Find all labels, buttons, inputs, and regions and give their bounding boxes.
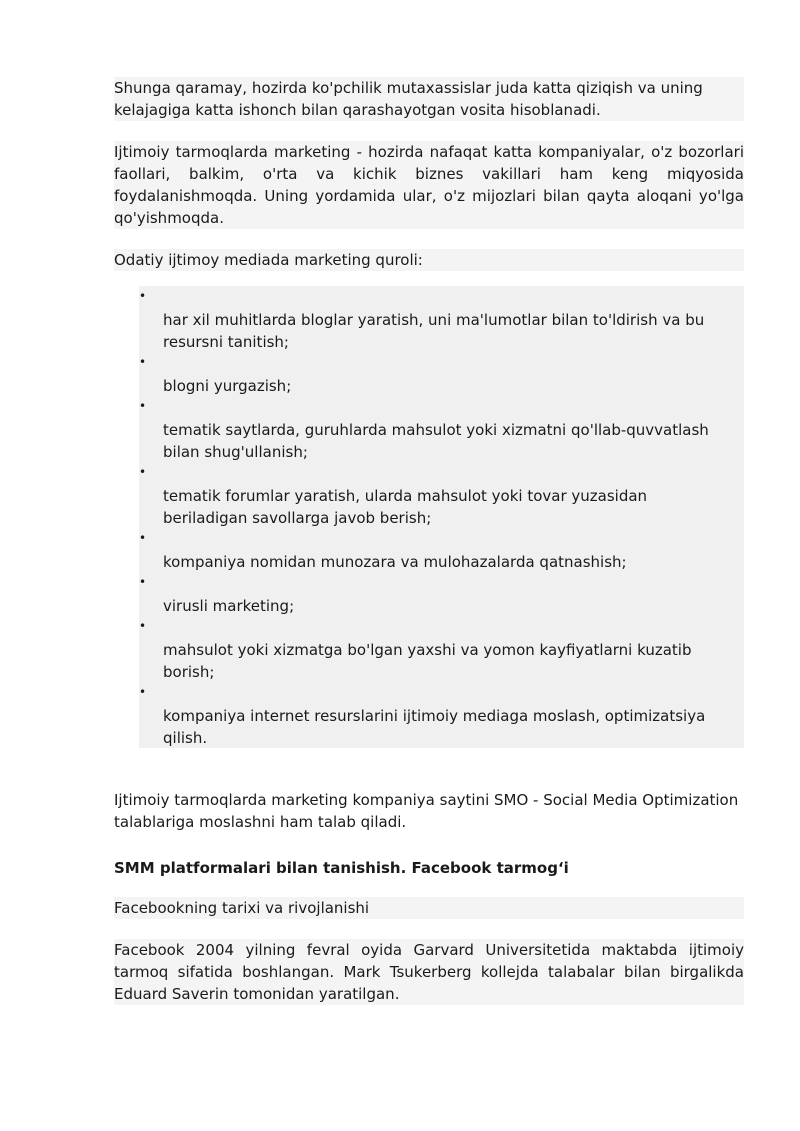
paragraph-facebook-history-title: Facebookning tarixi va rivojlanishi (114, 897, 744, 919)
bullet-icon: • (139, 575, 147, 589)
list-item-text: tematik forumlar yaratish, ularda mahsulot yoki tovar yuzasidan beriladigan savollarga javob berish; (163, 487, 648, 527)
bullet-icon: • (139, 399, 147, 413)
list-item-text: har xil muhitlarda bloglar yaratish, uni ma'lumotlar bilan to'ldirish va bu resursni tanitish; (163, 311, 705, 351)
bullet-icon: • (139, 289, 147, 303)
bullet-icon: • (139, 465, 147, 479)
paragraph-smo: Ijtimoiy tarmoqlarda marketing kompaniya saytini SMO - Social Media Optimization talablariga moslashni ham talab qiladi. (114, 791, 739, 831)
list-item-text: blogni yurgazish; (163, 377, 292, 395)
paragraph-tools-intro: Odatiy ijtimoy mediada marketing quroli: (114, 249, 744, 271)
list-item-text: kompaniya internet resurslarini ijtimoiy mediaga moslash, optimizatsiya qilish. (163, 707, 706, 747)
bullet-icon: • (139, 531, 147, 545)
bullet-icon: • (139, 685, 147, 699)
paragraph-smm-usage: Ijtimoiy tarmoqlarda marketing - hozirda nafaqat katta kompaniyalar, o'z bozorlari faollari, balkim, o'rta va kichik biznes vakillari ham keng miqyosida foydalanishmoqda. Uning yordamida ular, o'z mijozlari bilan qayta aloqani yo'lga qo'yishmoqda. (114, 143, 744, 227)
bullet-icon: • (139, 619, 147, 633)
paragraph-intro: Shunga qaramay, hozirda ko'pchilik mutaxassislar juda katta qiziqish va uning kelajagiga katta ishonch bilan qarashayotgan vosita hisoblanadi. (114, 77, 744, 121)
section-heading: SMM platformalari bilan tanishish. Facebook tarmog‘i (114, 859, 569, 877)
list-item-text: virusli marketing; (163, 597, 295, 615)
list-item-text: mahsulot yoki xizmatga bo'lgan yaxshi va yomon kayfiyatlarni kuzatib borish; (163, 641, 692, 681)
list-item-text: kompaniya nomidan munozara va mulohazalarda qatnashish; (163, 553, 627, 571)
list-item-text: tematik saytlarda, guruhlarda mahsulot yoki xizmatni qo'llab-quvvatlash bilan shug'ullanish; (163, 421, 709, 461)
bullet-icon: • (139, 355, 147, 369)
tools-list (139, 286, 744, 748)
paragraph-facebook-history: Facebook 2004 yilning fevral oyida Garvard Universitetida maktabda ijtimoiy tarmoq sifatida boshlangan. Mark Tsukerberg kollejda talabalar bilan birgalikda Eduard Saverin tomonidan yaratilgan. (114, 941, 744, 1003)
